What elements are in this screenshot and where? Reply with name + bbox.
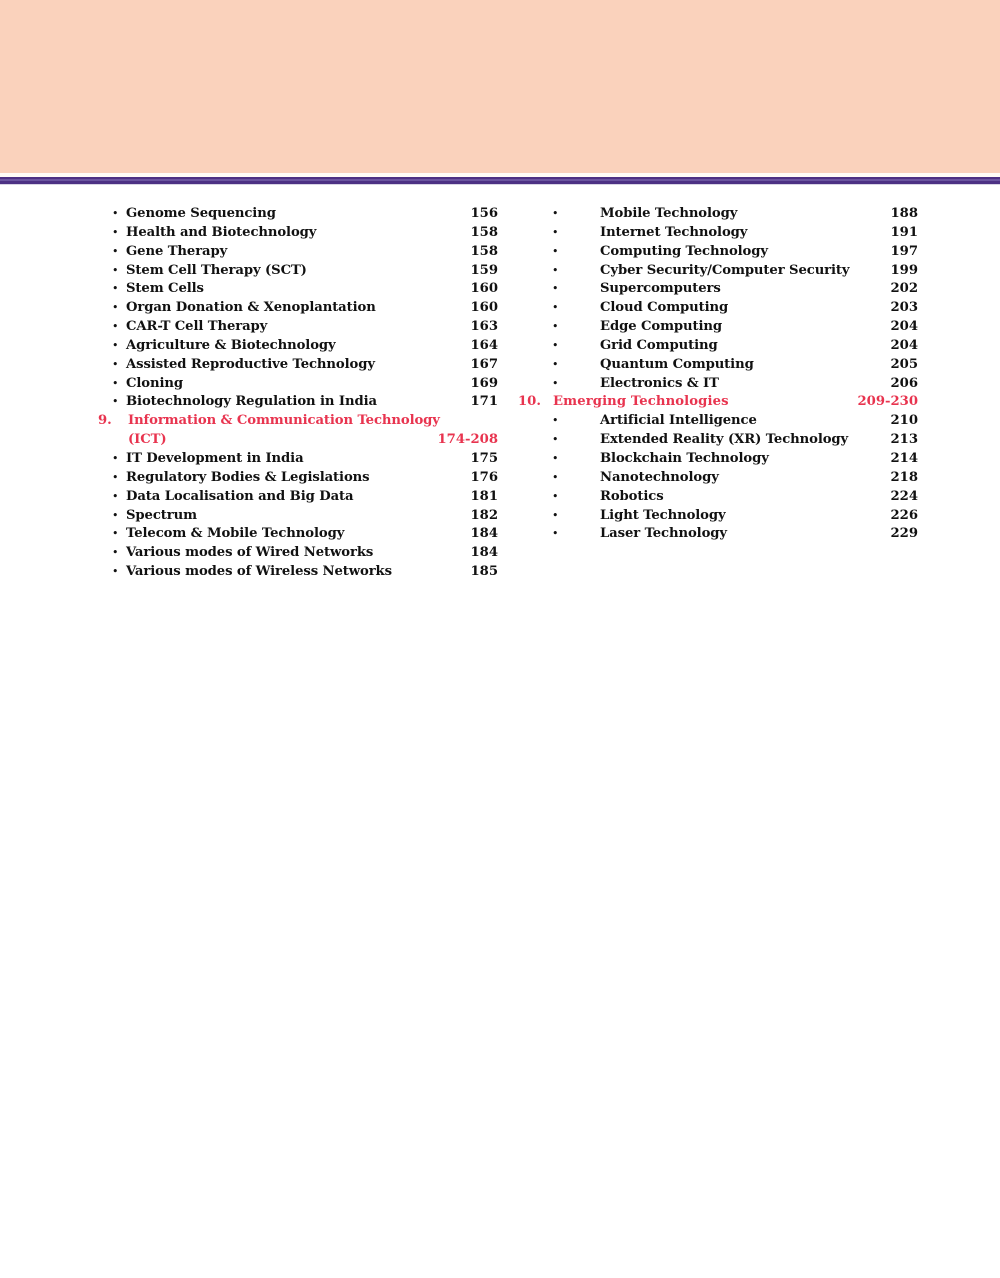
bullet-icon: •	[112, 376, 119, 390]
bullet-icon: •	[552, 414, 559, 428]
toc-entry-row[interactable]	[98, 375, 498, 394]
bullet-icon: •	[112, 546, 119, 560]
toc-entry-title: Laser Technology	[600, 526, 727, 542]
chapter-page-range: 209-230	[857, 394, 918, 410]
toc-column-left	[98, 205, 498, 582]
toc-entry-row[interactable]	[98, 280, 498, 299]
toc-entry-title: Quantum Computing	[600, 356, 754, 372]
bullet-icon: •	[552, 508, 559, 522]
header-divider-shadow	[0, 184, 1000, 185]
toc-entry-title: Artificial Intelligence	[600, 413, 757, 429]
toc-entry-page-number: 164	[470, 337, 498, 353]
toc-entry-page-number: 206	[890, 375, 918, 391]
toc-entry-row[interactable]	[98, 450, 498, 469]
toc-entry-title: Robotics	[600, 488, 664, 504]
toc-entry-title: Cloud Computing	[600, 300, 729, 316]
toc-entry-title: Health and Biotechnology	[126, 224, 317, 240]
toc-entry-page-number: 229	[890, 526, 918, 542]
toc-entry-page-number: 199	[890, 262, 918, 278]
toc-entry-row[interactable]	[518, 318, 918, 337]
toc-entry-row[interactable]	[98, 205, 498, 224]
toc-entry-page-number: 158	[470, 243, 498, 259]
toc-entry-title: Cyber Security/Computer Security	[600, 262, 850, 278]
bullet-icon: •	[552, 433, 559, 447]
toc-entry-page-number: 158	[470, 224, 498, 240]
bullet-icon: •	[552, 376, 559, 390]
toc-entry-row[interactable]	[98, 262, 498, 281]
bullet-icon: •	[552, 282, 559, 296]
toc-entry-title: Assisted Reproductive Technology	[126, 356, 375, 372]
toc-entry-row[interactable]	[98, 544, 498, 563]
toc-entry-row[interactable]	[518, 469, 918, 488]
chapter-title: (ICT)	[128, 432, 167, 448]
toc-entry-page-number: 204	[890, 319, 918, 335]
toc-entry-title: Biotechnology Regulation in India	[126, 394, 377, 410]
bullet-icon: •	[552, 207, 559, 220]
toc-entry-row[interactable]	[518, 431, 918, 450]
toc-entry-page-number: 226	[890, 507, 918, 523]
toc-entry-page-number: 224	[890, 488, 918, 504]
table-of-contents	[0, 205, 1000, 582]
toc-entry-page-number: 188	[890, 206, 918, 221]
toc-entry-title: Gene Therapy	[126, 243, 228, 259]
toc-entry-title: Regulatory Bodies & Legislations	[126, 469, 370, 485]
bullet-icon: •	[552, 451, 559, 465]
toc-entry-row[interactable]	[98, 393, 498, 412]
toc-entry-row[interactable]	[98, 488, 498, 507]
toc-entry-row[interactable]	[518, 280, 918, 299]
toc-column-right	[518, 205, 918, 544]
bullet-icon: •	[112, 207, 119, 220]
toc-entry-page-number: 169	[470, 375, 498, 391]
toc-entry-title: Blockchain Technology	[600, 450, 769, 466]
toc-entry-row[interactable]	[518, 450, 918, 469]
bullet-icon: •	[112, 451, 119, 465]
toc-entry-title: Various modes of Wireless Networks	[126, 564, 392, 580]
bullet-icon: •	[552, 263, 559, 277]
bullet-icon: •	[112, 301, 119, 315]
bullet-icon: •	[552, 338, 559, 352]
toc-entry-page-number: 163	[470, 319, 498, 335]
toc-entry-page-number: 191	[890, 224, 918, 240]
toc-entry-page-number: 184	[470, 526, 498, 542]
bullet-icon: •	[112, 470, 119, 484]
toc-entry-page-number: 214	[890, 450, 918, 466]
bullet-icon: •	[112, 489, 119, 503]
toc-chapter-row[interactable]	[518, 393, 918, 412]
toc-entry-row[interactable]	[518, 356, 918, 375]
toc-entry-title: Electronics & IT	[600, 375, 719, 391]
toc-entry-page-number: 197	[890, 243, 918, 259]
bullet-icon: •	[552, 320, 559, 334]
toc-entry-title: Extended Reality (XR) Technology	[600, 432, 849, 448]
toc-entry-title: Stem Cell Therapy (SCT)	[126, 262, 307, 278]
toc-chapter-row[interactable]	[98, 431, 498, 450]
toc-entry-row[interactable]	[518, 243, 918, 262]
toc-entry-page-number: 167	[470, 356, 498, 372]
toc-entry-row[interactable]	[98, 337, 498, 356]
toc-entry-page-number: 185	[470, 564, 498, 580]
bullet-icon: •	[552, 470, 559, 484]
toc-entry-row[interactable]	[98, 356, 498, 375]
toc-entry-row[interactable]	[98, 563, 498, 582]
bullet-icon: •	[552, 357, 559, 371]
bullet-icon: •	[112, 395, 119, 409]
page-header-band	[0, 0, 1000, 173]
toc-entry-title: CAR-T Cell Therapy	[126, 319, 268, 335]
toc-chapter-row[interactable]	[98, 412, 498, 431]
toc-entry-page-number: 203	[890, 300, 918, 316]
bullet-icon: •	[112, 565, 119, 579]
toc-entry-page-number: 175	[470, 450, 498, 466]
chapter-page-range: 174-208	[437, 432, 498, 448]
toc-entry-title: Computing Technology	[600, 243, 768, 259]
toc-entry-page-number: 176	[470, 469, 498, 485]
toc-entry-page-number: 171	[470, 394, 498, 410]
toc-entry-row[interactable]	[518, 262, 918, 281]
bullet-icon: •	[552, 225, 559, 239]
toc-entry-row[interactable]	[518, 337, 918, 356]
toc-entry-row[interactable]	[518, 299, 918, 318]
toc-entry-page-number: 218	[890, 469, 918, 485]
toc-entry-row[interactable]	[98, 243, 498, 262]
bullet-icon: •	[112, 282, 119, 296]
header-divider-highlight	[0, 179, 1000, 181]
toc-entry-row[interactable]	[98, 224, 498, 243]
toc-entry-page-number: 181	[470, 488, 498, 504]
toc-entry-row[interactable]	[98, 507, 498, 526]
toc-entry-title: Supercomputers	[600, 281, 721, 297]
toc-entry-row[interactable]	[98, 525, 498, 544]
chapter-title: Information & Communication Technology	[128, 413, 440, 429]
toc-entry-title: Organ Donation & Xenoplantation	[126, 300, 376, 316]
bullet-icon: •	[112, 244, 119, 258]
toc-entry-row[interactable]	[518, 412, 918, 431]
bullet-icon: •	[112, 508, 119, 522]
bullet-icon: •	[112, 338, 119, 352]
bullet-icon: •	[112, 263, 119, 277]
bullet-icon: •	[552, 244, 559, 258]
toc-entry-row[interactable]	[98, 318, 498, 337]
toc-entry-title: Nanotechnology	[600, 469, 719, 485]
toc-entry-title: Agriculture & Biotechnology	[126, 337, 336, 353]
bullet-icon: •	[112, 527, 119, 541]
toc-entry-row[interactable]	[518, 525, 918, 544]
toc-entry-page-number: 159	[470, 262, 498, 278]
toc-entry-page-number: 160	[470, 281, 498, 297]
toc-entry-title: Stem Cells	[126, 281, 204, 297]
toc-entry-title: Mobile Technology	[600, 206, 738, 221]
toc-entry-page-number: 202	[890, 281, 918, 297]
toc-entry-title: Light Technology	[600, 507, 726, 523]
toc-entry-title: Genome Sequencing	[126, 206, 276, 221]
toc-entry-page-number: 160	[470, 300, 498, 316]
toc-entry-row[interactable]	[518, 205, 918, 224]
toc-entry-row[interactable]	[518, 224, 918, 243]
chapter-number: 9.	[98, 413, 112, 429]
toc-entry-title: Telecom & Mobile Technology	[126, 526, 345, 542]
toc-entry-page-number: 213	[890, 432, 918, 448]
toc-entry-title: Spectrum	[126, 507, 197, 523]
toc-entry-page-number: 182	[470, 507, 498, 523]
toc-entry-row[interactable]	[518, 375, 918, 394]
toc-entry-row[interactable]	[98, 469, 498, 488]
toc-entry-row[interactable]	[518, 507, 918, 526]
toc-entry-title: Internet Technology	[600, 224, 748, 240]
chapter-number: 10.	[518, 394, 541, 410]
toc-entry-title: IT Development in India	[126, 450, 304, 466]
bullet-icon: •	[552, 527, 559, 541]
toc-entry-page-number: 156	[470, 206, 498, 221]
toc-entry-title: Cloning	[126, 375, 184, 391]
toc-entry-title: Grid Computing	[600, 337, 718, 353]
toc-entry-row[interactable]	[98, 299, 498, 318]
toc-entry-row[interactable]	[518, 488, 918, 507]
toc-entry-title: Various modes of Wired Networks	[126, 545, 374, 561]
bullet-icon: •	[552, 301, 559, 315]
chapter-title: Emerging Technologies	[553, 394, 729, 410]
bullet-icon: •	[112, 225, 119, 239]
bullet-icon: •	[112, 357, 119, 371]
bullet-icon: •	[552, 489, 559, 503]
toc-entry-page-number: 204	[890, 337, 918, 353]
toc-entry-title: Edge Computing	[600, 319, 723, 335]
toc-entry-page-number: 205	[890, 356, 918, 372]
toc-entry-page-number: 184	[470, 545, 498, 561]
toc-entry-page-number: 210	[890, 413, 918, 429]
bullet-icon: •	[112, 320, 119, 334]
toc-entry-title: Data Localisation and Big Data	[126, 488, 354, 504]
